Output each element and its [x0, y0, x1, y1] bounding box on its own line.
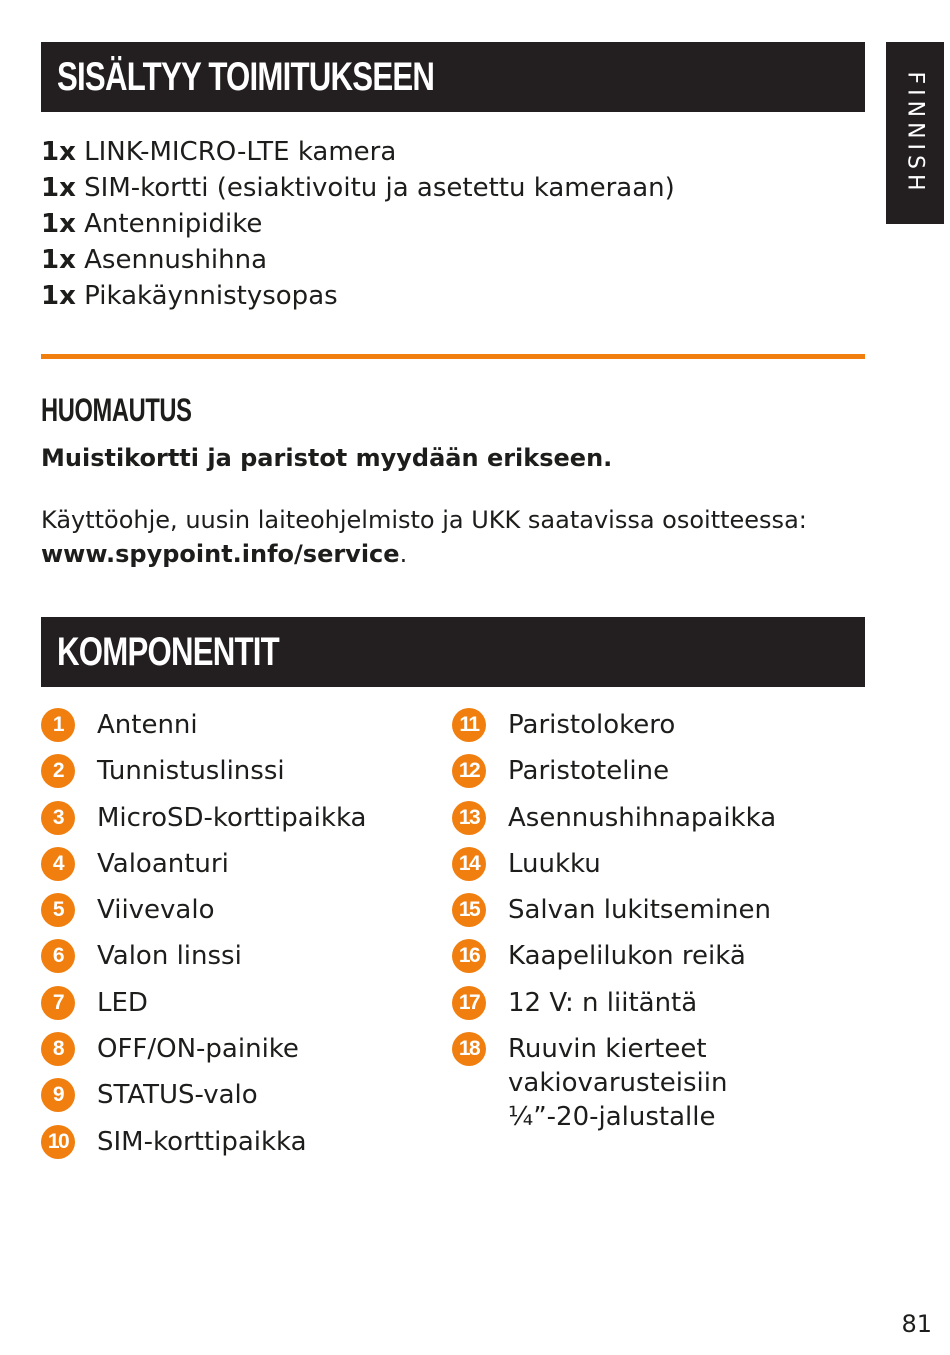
item-label: Pikakäynnistysopas	[84, 281, 338, 311]
component-label: Ruuvin kierteet vakiovarusteisiin ¼”-20-jalustalle	[508, 1034, 728, 1133]
component-number-badge: 18	[452, 1032, 486, 1066]
included-item	[41, 206, 861, 242]
item-label: SIM-kortti (esiaktivoitu ja asetettu kameraan)	[84, 173, 675, 203]
included-section-header	[41, 42, 865, 112]
item-quantity: 1x	[41, 281, 76, 311]
component-label: 12 V: n liitäntä	[508, 987, 698, 1018]
component-number-badge: 1	[41, 708, 75, 742]
component-item	[41, 1074, 441, 1120]
components-section-title: KOMPONENTIT	[57, 629, 279, 674]
components-section-header	[41, 617, 865, 687]
url-suffix: .	[399, 540, 408, 568]
item-label: LINK-MICRO-LTE kamera	[84, 137, 397, 167]
component-number-badge: 8	[41, 1032, 75, 1066]
page-number: 81	[901, 1310, 932, 1338]
component-label: Valon linssi	[97, 941, 242, 972]
component-item	[41, 1121, 441, 1167]
component-label: Salvan lukitseminen	[508, 895, 771, 926]
component-label: Paristoteline	[508, 756, 670, 787]
service-url-link[interactable]: www.spypoint.info/service	[41, 540, 400, 568]
component-item	[41, 935, 441, 981]
item-quantity: 1x	[41, 245, 76, 275]
included-item	[41, 170, 861, 206]
included-item	[41, 134, 861, 170]
included-item	[41, 242, 861, 278]
component-item	[41, 889, 441, 935]
component-number-badge: 6	[41, 939, 75, 973]
component-number-badge: 2	[41, 754, 75, 788]
component-item	[452, 1028, 862, 1133]
component-number-badge: 12	[452, 754, 486, 788]
component-label: Tunnistuslinssi	[97, 756, 285, 787]
component-label: Kaapelilukon reikä	[508, 941, 746, 972]
component-item	[452, 889, 862, 935]
components-list-right	[452, 704, 862, 1133]
language-tab-label: FINNISH	[902, 70, 928, 196]
component-item	[41, 982, 441, 1028]
included-section-title: SISÄLTYY TOIMITUKSEEN	[57, 54, 435, 99]
component-number-badge: 13	[452, 801, 486, 835]
component-number-badge: 17	[452, 986, 486, 1020]
note-text	[41, 503, 861, 571]
component-label: STATUS-valo	[97, 1080, 258, 1111]
item-label: Asennushihna	[84, 245, 268, 275]
component-number-badge: 5	[41, 893, 75, 927]
component-label: Viivevalo	[97, 895, 215, 926]
component-item	[452, 750, 862, 796]
component-label: Luukku	[508, 848, 601, 879]
item-quantity: 1x	[41, 209, 76, 239]
component-item	[452, 935, 862, 981]
component-item	[452, 982, 862, 1028]
note-url-line	[41, 537, 861, 571]
component-label: OFF/ON-painike	[97, 1034, 299, 1065]
language-side-tab	[886, 42, 944, 224]
note-bold-text: Muistikortti ja paristot myydään erikseen.	[41, 444, 613, 472]
component-number-badge: 11	[452, 708, 486, 742]
components-list-left	[41, 704, 441, 1167]
component-label: LED	[97, 987, 148, 1018]
included-items-list	[41, 134, 861, 314]
note-title: HUOMAUTUS	[41, 392, 192, 428]
component-number-badge: 16	[452, 939, 486, 973]
component-number-badge: 9	[41, 1078, 75, 1112]
component-number-badge: 15	[452, 893, 486, 927]
item-quantity: 1x	[41, 173, 76, 203]
component-item	[41, 797, 441, 843]
component-label: Valoanturi	[97, 848, 229, 879]
component-number-badge: 14	[452, 847, 486, 881]
component-label: MicroSD-korttipaikka	[97, 802, 367, 833]
component-label: SIM-korttipaikka	[97, 1126, 307, 1157]
component-item	[452, 843, 862, 889]
component-label: Antenni	[97, 710, 198, 740]
component-number-badge: 10	[41, 1125, 75, 1159]
component-number-badge: 3	[41, 801, 75, 835]
component-item	[41, 750, 441, 796]
component-number-badge: 4	[41, 847, 75, 881]
item-quantity: 1x	[41, 137, 76, 167]
item-label: Antennipidike	[84, 209, 263, 239]
included-item	[41, 278, 861, 314]
section-divider	[41, 354, 865, 359]
component-item	[452, 797, 862, 843]
component-number-badge: 7	[41, 986, 75, 1020]
note-text-line: Käyttöohje, uusin laiteohjelmisto ja UKK saatavissa osoitteessa:	[41, 506, 807, 534]
component-label: Asennushihnapaikka	[508, 802, 777, 833]
component-label: Paristolokero	[508, 710, 676, 740]
component-item	[41, 1028, 441, 1074]
component-item	[41, 704, 441, 750]
component-item	[452, 704, 862, 750]
component-item	[41, 843, 441, 889]
